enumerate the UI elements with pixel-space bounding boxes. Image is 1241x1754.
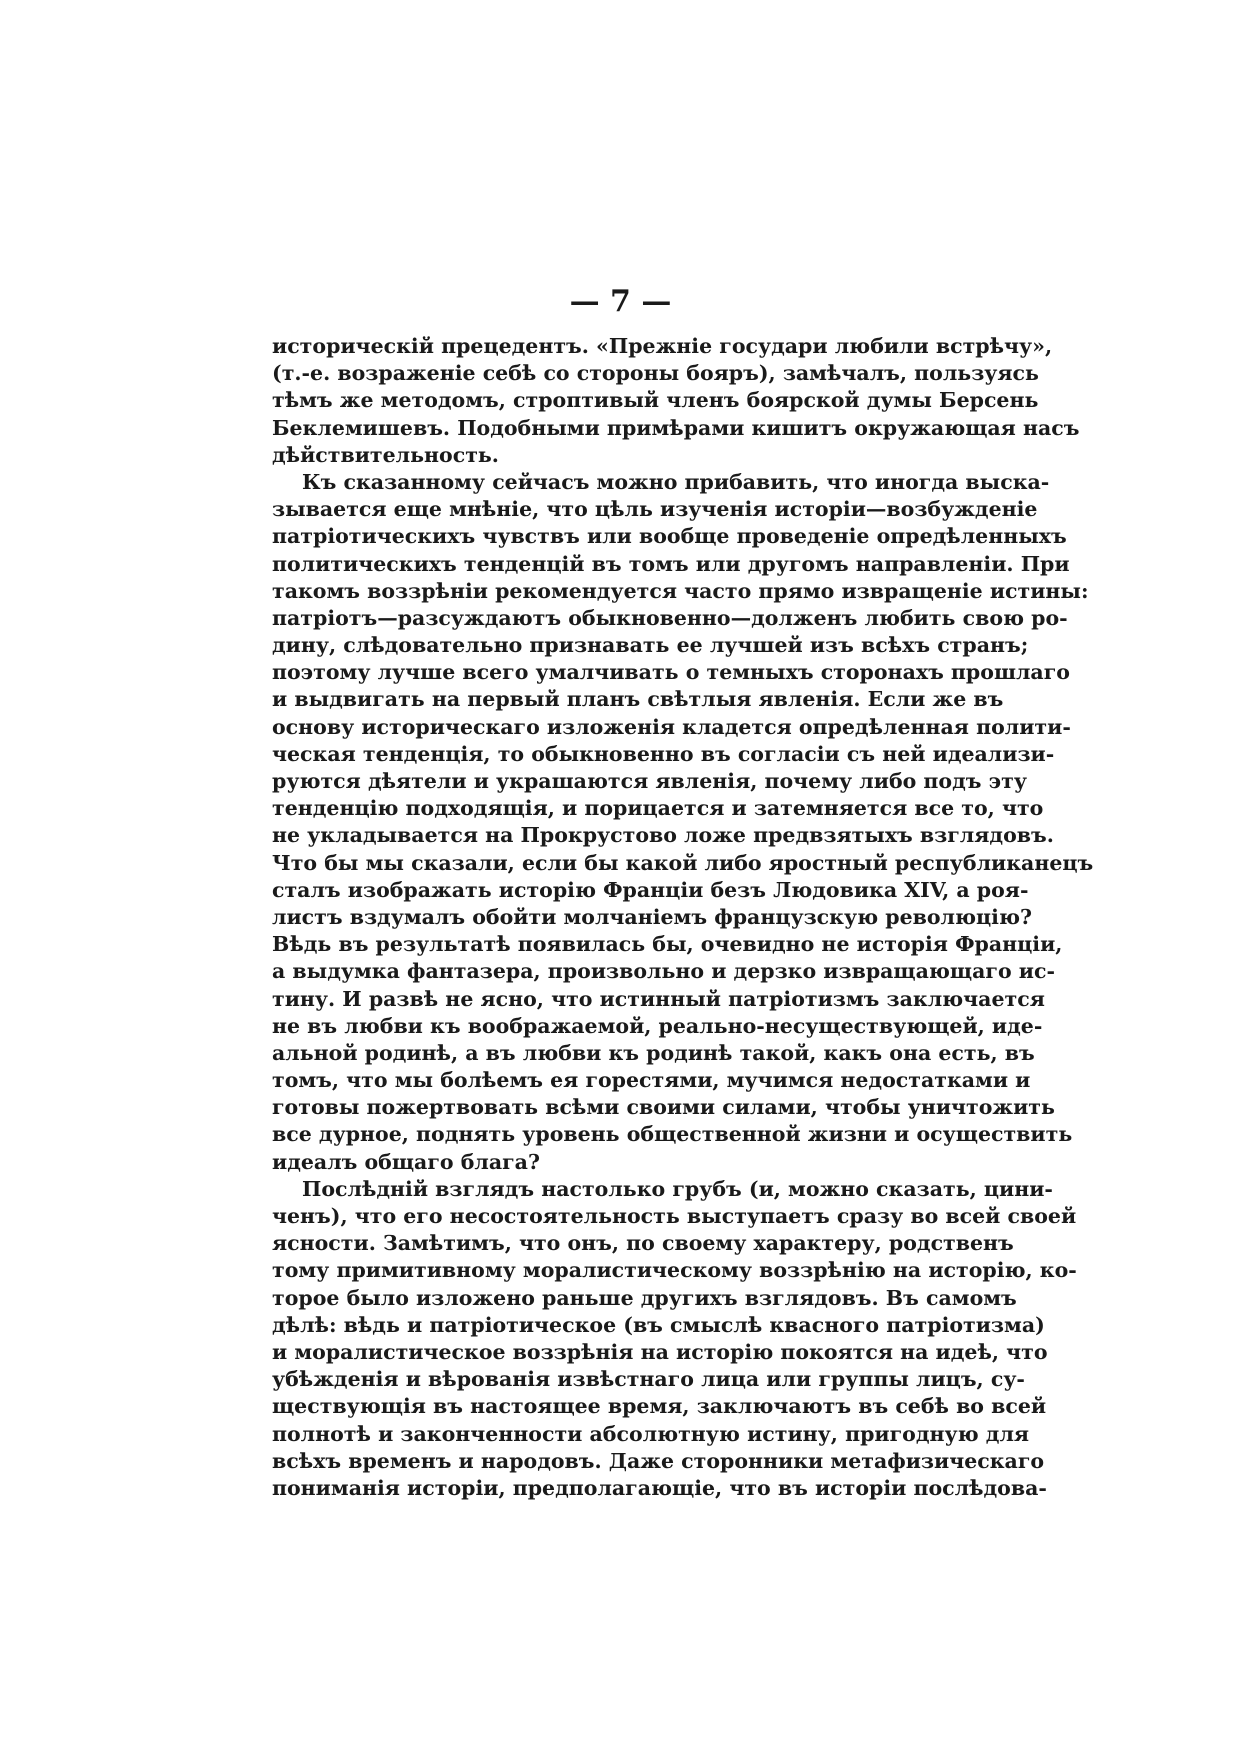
text-line: тому примитивному моралистическому воззрѣнію на исторію, ко- (272, 1258, 1077, 1283)
text-line: Беклемишевъ. Подобными примѣрами кишитъ окружающая насъ (272, 415, 1080, 440)
text-line: Вѣдь въ результатѣ появилась бы, очевидно не исторія Франціи, (272, 932, 1063, 957)
paragraph-2 (272, 469, 1094, 1176)
text-line: всѣхъ временъ и народовъ. Даже сторонники метафизическаго (272, 1448, 1045, 1473)
text-line: дину, слѣдовательно признавать ее лучшей изъ всѣхъ странъ; (272, 633, 1029, 658)
text-line: и моралистическое воззрѣнія на исторію покоятся на идеѣ, что (272, 1339, 1048, 1364)
text-line: ществующія въ настоящее время, заключаютъ въ себѣ во всей (272, 1394, 1047, 1419)
text-line: тѣмъ же методомъ, строптивый членъ боярской думы Берсень (272, 388, 1039, 413)
text-line: тину. И развѣ не ясно, что истинный патріотизмъ заключается (272, 986, 1045, 1011)
text-line: руются дѣятели и украшаются явленія, почему либо подъ эту (272, 769, 1027, 793)
text-line: зывается еще мнѣніе, что цѣль изученія исторіи—возбужденіе (272, 497, 1038, 522)
text-line: ясности. Замѣтимъ, что онъ, по своему характеру, родственъ (272, 1231, 1014, 1256)
text-line: и выдвигать на первый планъ свѣтлыя явленія. Если же въ (272, 687, 1004, 712)
text-line: сталъ изображать исторію Франціи безъ Людовика XIV, а роя- (272, 877, 1029, 902)
text-line: патріотическихъ чувствъ или вообще проведеніе опредѣленныхъ (272, 524, 1067, 549)
text-line: полнотѣ и законченности абсолютную истину, пригодную для (272, 1421, 1030, 1446)
text-line: дѣйствительность. (272, 442, 499, 467)
text-line: идеалъ общаго блага? (272, 1149, 540, 1174)
text-line: дѣлѣ: вѣдь и патріотическое (въ смыслѣ квасного патріотизма) (272, 1312, 1045, 1337)
text-line: Къ сказанному сейчасъ можно прибавить, что иногда выска- (302, 469, 1050, 494)
text-line: листъ вздумалъ обойти молчаніемъ французскую революцію? (272, 904, 1032, 929)
text-line: ченъ), что его несостоятельность выступаетъ сразу во всей своей (272, 1204, 1077, 1228)
text-line: тенденцію подходящія, и порицается и затемняется все то, что (272, 796, 1044, 821)
text-line: не укладывается на Прокрустово ложе предвзятыхъ взглядовъ. (272, 823, 1054, 848)
text-line: готовы пожертвовать всѣми своими силами, чтобы уничтожить (272, 1095, 1055, 1120)
text-line: а выдумка фантазера, произвольно и дерзко извращающаго ис- (272, 959, 1055, 984)
paragraph-3 (272, 1176, 1077, 1502)
body-text (272, 333, 1094, 1502)
text-line: Послѣдній взглядъ настолько грубъ (и, можно сказать, цини- (302, 1176, 1053, 1201)
paragraph-1 (272, 333, 1080, 469)
text-line: томъ, что мы болѣемъ ея горестями, мучимся недостатками и (272, 1068, 1031, 1093)
text-line: Что бы мы сказали, если бы какой либо яростный республиканецъ (272, 850, 1094, 875)
page-number: — 7 — (569, 284, 672, 319)
text-line: альной родинѣ, а въ любви къ родинѣ такой, какъ она есть, въ (272, 1040, 1035, 1065)
text-line: пониманія исторіи, предполагающіе, что въ исторіи послѣдова- (272, 1475, 1047, 1500)
text-line: все дурное, поднять уровень общественной жизни и осуществить (272, 1122, 1073, 1147)
text-line: патріотъ—разсуждаютъ обыкновенно—долженъ любить свою ро- (272, 605, 1068, 630)
text-line: политическихъ тенденцій въ томъ или другомъ направленіи. При (272, 551, 1070, 576)
text-line: поэтому лучше всего умалчивать о темныхъ сторонахъ прошлаго (272, 660, 1070, 685)
text-line: не въ любви къ воображаемой, реально-несуществующей, иде- (272, 1013, 1043, 1038)
text-line: убѣжденія и вѣрованія извѣстнаго лица или группы лицъ, су- (272, 1367, 1025, 1392)
text-line: торое было изложено раньше другихъ взглядовъ. Въ самомъ (272, 1285, 1017, 1310)
text-line: (т.-е. возраженіе себѣ со стороны бояръ), замѣчалъ, пользуясь (272, 361, 1039, 386)
text-line: основу историческаго изложенія кладется опредѣленная полити- (272, 714, 1071, 739)
text-line: такомъ воззрѣніи рекомендуется часто прямо извращеніе истины: (272, 578, 1089, 603)
text-line: историческій прецедентъ. «Прежніе государи любили встрѣчу», (272, 334, 1053, 358)
text-line: ческая тенденція, то обыкновенно въ согласіи съ ней идеализи- (272, 741, 1055, 766)
